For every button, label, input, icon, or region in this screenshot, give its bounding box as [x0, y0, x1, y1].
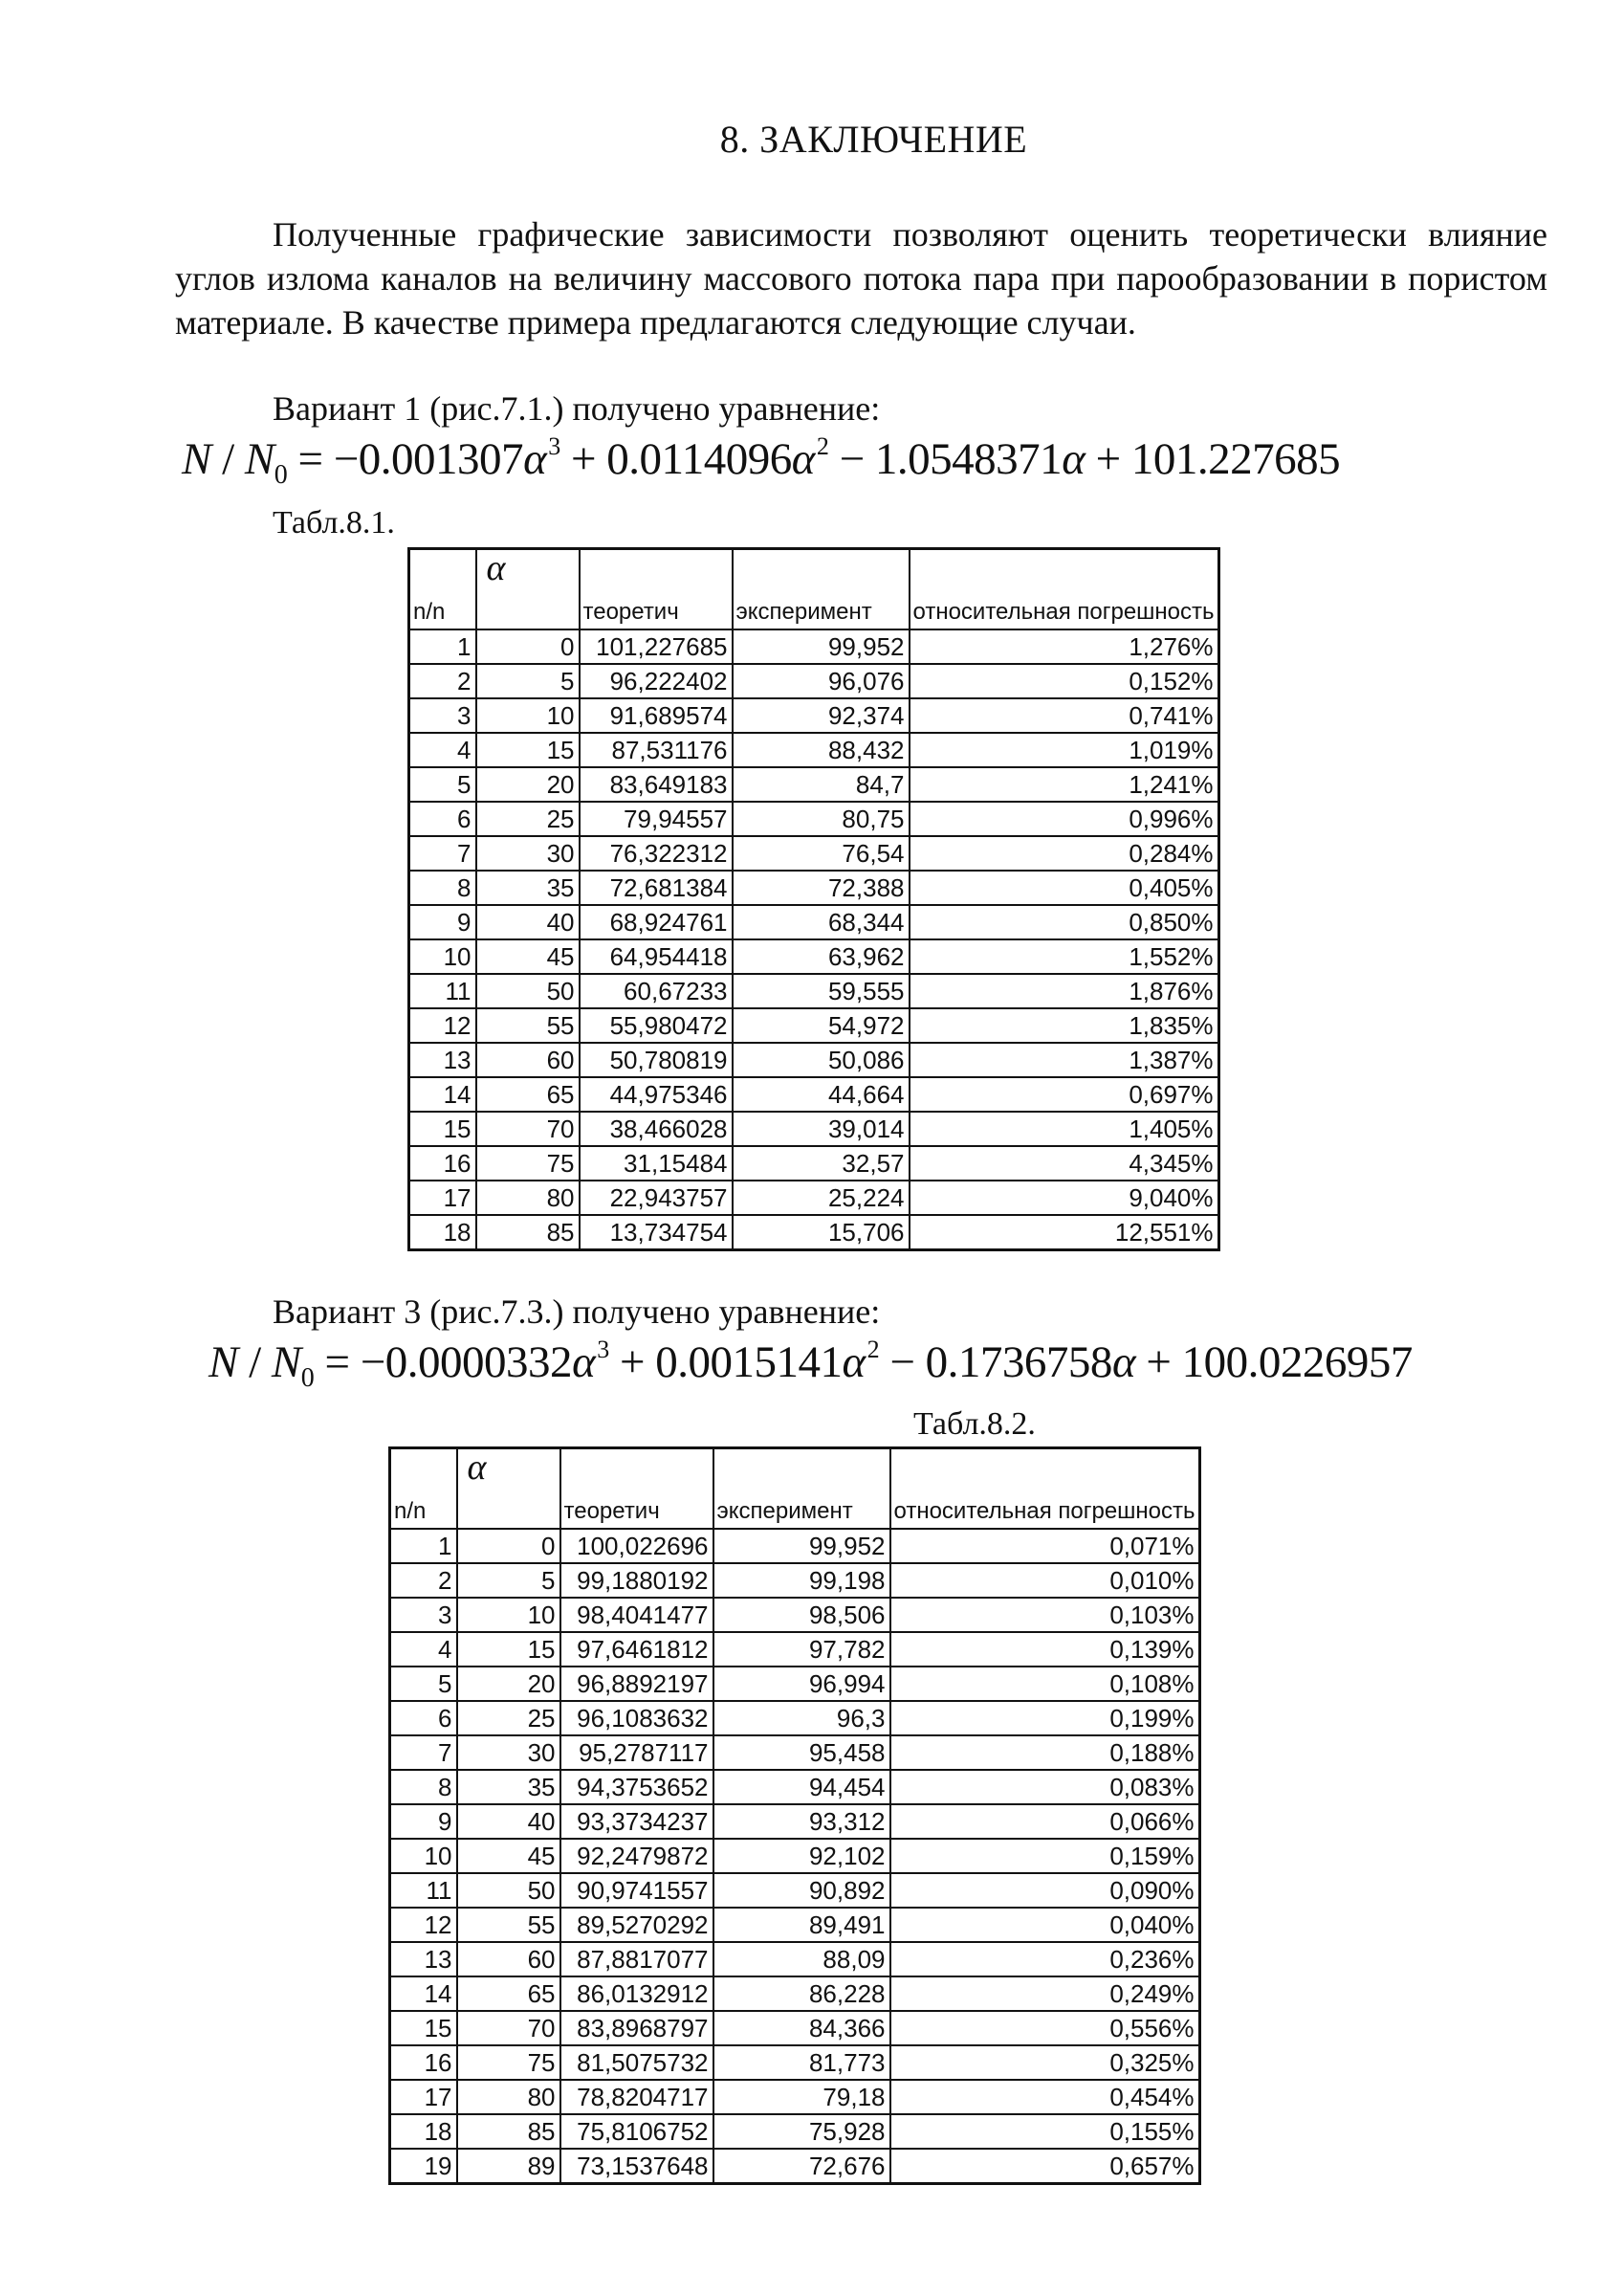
cell-index: 9	[409, 905, 476, 939]
eq-n0: N	[244, 434, 274, 484]
table-row	[409, 1146, 1219, 1181]
cell-relative-error: 1,019%	[910, 733, 1219, 767]
section-heading: 8. ЗАКЛЮЧЕНИЕ	[719, 118, 1028, 161]
cell-theoretical: 91,689574	[580, 698, 733, 733]
table-8-2	[388, 1446, 1201, 2185]
cell-theoretical: 87,8817077	[560, 1942, 713, 1976]
table-row	[409, 974, 1219, 1008]
cell-theoretical: 31,15484	[580, 1146, 733, 1181]
cell-index: 10	[409, 939, 476, 974]
cell-relative-error: 0,697%	[910, 1077, 1219, 1112]
cell-index: 5	[390, 1667, 457, 1701]
table-row	[409, 939, 1219, 974]
table-row	[390, 1667, 1200, 1701]
eq-alpha: α	[1062, 434, 1086, 484]
cell-relative-error: 1,876%	[910, 974, 1219, 1008]
cell-theoretical: 60,67233	[580, 974, 733, 1008]
cell-relative-error: 0,090%	[890, 1873, 1200, 1908]
table-row	[390, 2080, 1200, 2114]
variant1-equation	[182, 432, 1340, 491]
cell-theoretical: 96,1083632	[560, 1701, 713, 1735]
cell-alpha: 40	[476, 905, 580, 939]
cell-relative-error: 1,276%	[910, 629, 1219, 664]
header-relative-error: относительная погрешность	[910, 549, 1219, 630]
table-row	[409, 905, 1219, 939]
cell-theoretical: 86,0132912	[560, 1976, 713, 2011]
cell-index: 18	[390, 2114, 457, 2149]
cell-alpha: 25	[476, 802, 580, 836]
table-8-1	[407, 547, 1220, 1251]
cell-alpha: 20	[476, 767, 580, 802]
eq-slash: /	[237, 1337, 272, 1387]
cell-relative-error: 0,996%	[910, 802, 1219, 836]
cell-experiment: 44,664	[733, 1077, 910, 1112]
cell-alpha: 70	[476, 1112, 580, 1146]
cell-alpha: 5	[476, 664, 580, 698]
cell-experiment: 81,773	[713, 2045, 890, 2080]
cell-experiment: 89,491	[713, 1908, 890, 1942]
table-row	[390, 1942, 1200, 1976]
eq-slash: /	[210, 434, 245, 484]
table-row	[390, 1908, 1200, 1942]
eq-alpha: α	[1111, 1337, 1136, 1387]
eq-term1: −0.001307	[333, 434, 524, 484]
cell-relative-error: 0,108%	[890, 1667, 1200, 1701]
cell-alpha: 35	[476, 871, 580, 905]
cell-index: 8	[390, 1770, 457, 1804]
cell-experiment: 88,432	[733, 733, 910, 767]
table-row	[390, 1632, 1200, 1667]
eq-exp2: 2	[866, 1336, 880, 1363]
cell-experiment: 68,344	[733, 905, 910, 939]
header-theoretical: теоретич	[580, 549, 733, 630]
cell-theoretical: 72,681384	[580, 871, 733, 905]
cell-relative-error: 0,284%	[910, 836, 1219, 871]
table-row	[409, 698, 1219, 733]
cell-relative-error: 0,325%	[890, 2045, 1200, 2080]
cell-index: 19	[390, 2149, 457, 2184]
table-row	[390, 1770, 1200, 1804]
cell-relative-error: 1,241%	[910, 767, 1219, 802]
cell-theoretical: 13,734754	[580, 1215, 733, 1250]
cell-theoretical: 64,954418	[580, 939, 733, 974]
cell-index: 6	[409, 802, 476, 836]
cell-theoretical: 94,3753652	[560, 1770, 713, 1804]
cell-index: 11	[390, 1873, 457, 1908]
table1-label: Табл.8.1.	[273, 505, 395, 541]
cell-alpha: 50	[476, 974, 580, 1008]
cell-theoretical: 98,4041477	[560, 1598, 713, 1632]
cell-theoretical: 89,5270292	[560, 1908, 713, 1942]
cell-alpha: 60	[476, 1043, 580, 1077]
cell-theoretical: 87,531176	[580, 733, 733, 767]
eq-sub: 0	[300, 1363, 315, 1393]
cell-alpha: 85	[476, 1215, 580, 1250]
cell-experiment: 96,076	[733, 664, 910, 698]
header-index: n/n	[409, 549, 476, 630]
table-header-row	[390, 1448, 1200, 1530]
table-row	[390, 2045, 1200, 2080]
cell-theoretical: 75,8106752	[560, 2114, 713, 2149]
cell-relative-error: 0,454%	[890, 2080, 1200, 2114]
cell-relative-error: 0,556%	[890, 2011, 1200, 2045]
eq-term3: − 1.0548371	[828, 434, 1063, 484]
cell-alpha: 89	[457, 2149, 560, 2184]
cell-relative-error: 1,405%	[910, 1112, 1219, 1146]
table-row	[409, 1077, 1219, 1112]
cell-relative-error: 1,387%	[910, 1043, 1219, 1077]
cell-index: 3	[390, 1598, 457, 1632]
eq-n: N	[208, 1337, 238, 1387]
table-row	[409, 629, 1219, 664]
table-row	[390, 1839, 1200, 1873]
cell-alpha: 0	[476, 629, 580, 664]
cell-alpha: 15	[476, 733, 580, 767]
cell-alpha: 5	[457, 1563, 560, 1598]
cell-index: 2	[409, 664, 476, 698]
eq-alpha: α	[572, 1337, 596, 1387]
cell-index: 1	[390, 1529, 457, 1563]
cell-index: 6	[390, 1701, 457, 1735]
cell-theoretical: 96,8892197	[560, 1667, 713, 1701]
cell-theoretical: 68,924761	[580, 905, 733, 939]
eq-term4: + 101.227685	[1085, 434, 1341, 484]
cell-experiment: 54,972	[733, 1008, 910, 1043]
cell-alpha: 55	[457, 1908, 560, 1942]
cell-index: 2	[390, 1563, 457, 1598]
cell-relative-error: 0,249%	[890, 1976, 1200, 2011]
cell-experiment: 96,994	[713, 1667, 890, 1701]
cell-theoretical: 101,227685	[580, 629, 733, 664]
cell-index: 12	[409, 1008, 476, 1043]
cell-experiment: 50,086	[733, 1043, 910, 1077]
cell-alpha: 45	[476, 939, 580, 974]
cell-experiment: 63,962	[733, 939, 910, 974]
cell-index: 15	[409, 1112, 476, 1146]
cell-experiment: 84,7	[733, 767, 910, 802]
cell-index: 9	[390, 1804, 457, 1839]
table-header-row	[409, 549, 1219, 630]
cell-experiment: 72,388	[733, 871, 910, 905]
cell-theoretical: 38,466028	[580, 1112, 733, 1146]
table-row	[390, 1701, 1200, 1735]
cell-relative-error: 1,835%	[910, 1008, 1219, 1043]
eq-exp3: 3	[548, 432, 560, 460]
table2-label: Табл.8.2.	[913, 1406, 1036, 1442]
cell-experiment: 80,75	[733, 802, 910, 836]
cell-alpha: 10	[476, 698, 580, 733]
cell-theoretical: 76,322312	[580, 836, 733, 871]
cell-theoretical: 93,3734237	[560, 1804, 713, 1839]
header-theoretical: теоретич	[560, 1448, 713, 1530]
cell-alpha: 20	[457, 1667, 560, 1701]
cell-index: 4	[409, 733, 476, 767]
cell-relative-error: 0,199%	[890, 1701, 1200, 1735]
cell-theoretical: 83,8968797	[560, 2011, 713, 2045]
cell-relative-error: 0,083%	[890, 1770, 1200, 1804]
cell-alpha: 55	[476, 1008, 580, 1043]
header-alpha: α	[476, 549, 580, 630]
cell-theoretical: 92,2479872	[560, 1839, 713, 1873]
table-row	[390, 2114, 1200, 2149]
cell-index: 14	[409, 1077, 476, 1112]
eq-alpha: α	[842, 1337, 866, 1387]
cell-theoretical: 100,022696	[560, 1529, 713, 1563]
table-row	[409, 802, 1219, 836]
cell-relative-error: 9,040%	[910, 1181, 1219, 1215]
cell-alpha: 80	[476, 1181, 580, 1215]
cell-theoretical: 73,1537648	[560, 2149, 713, 2184]
cell-experiment: 92,102	[713, 1839, 890, 1873]
cell-experiment: 76,54	[733, 836, 910, 871]
table-row	[409, 1043, 1219, 1077]
cell-index: 18	[409, 1215, 476, 1250]
table-row	[409, 1215, 1219, 1250]
cell-relative-error: 0,040%	[890, 1908, 1200, 1942]
cell-relative-error: 0,188%	[890, 1735, 1200, 1770]
table-row	[390, 1735, 1200, 1770]
eq-exp2: 2	[816, 432, 829, 460]
cell-index: 16	[409, 1146, 476, 1181]
cell-relative-error: 0,071%	[890, 1529, 1200, 1563]
cell-index: 13	[390, 1942, 457, 1976]
cell-experiment: 84,366	[713, 2011, 890, 2045]
cell-alpha: 65	[476, 1077, 580, 1112]
cell-theoretical: 95,2787117	[560, 1735, 713, 1770]
cell-theoretical: 50,780819	[580, 1043, 733, 1077]
cell-relative-error: 0,741%	[910, 698, 1219, 733]
cell-index: 4	[390, 1632, 457, 1667]
cell-experiment: 15,706	[733, 1215, 910, 1250]
cell-alpha: 35	[457, 1770, 560, 1804]
cell-experiment: 75,928	[713, 2114, 890, 2149]
cell-index: 13	[409, 1043, 476, 1077]
cell-relative-error: 0,236%	[890, 1942, 1200, 1976]
cell-alpha: 75	[457, 2045, 560, 2080]
cell-theoretical: 78,8204717	[560, 2080, 713, 2114]
cell-relative-error: 0,405%	[910, 871, 1219, 905]
eq-n: N	[182, 434, 211, 484]
cell-index: 17	[409, 1181, 476, 1215]
cell-experiment: 25,224	[733, 1181, 910, 1215]
cell-relative-error: 0,066%	[890, 1804, 1200, 1839]
cell-alpha: 45	[457, 1839, 560, 1873]
cell-index: 5	[409, 767, 476, 802]
cell-alpha: 30	[457, 1735, 560, 1770]
cell-index: 3	[409, 698, 476, 733]
cell-alpha: 15	[457, 1632, 560, 1667]
table-row	[390, 1529, 1200, 1563]
cell-index: 10	[390, 1839, 457, 1873]
header-experiment: эксперимент	[713, 1448, 890, 1530]
cell-relative-error: 0,159%	[890, 1839, 1200, 1873]
cell-alpha: 40	[457, 1804, 560, 1839]
eq-alpha: α	[791, 434, 815, 484]
cell-theoretical: 97,6461812	[560, 1632, 713, 1667]
eq-sign: =	[314, 1337, 361, 1387]
cell-experiment: 72,676	[713, 2149, 890, 2184]
table-row	[390, 1563, 1200, 1598]
table-row	[409, 767, 1219, 802]
table-row	[390, 1804, 1200, 1839]
header-relative-error: относительная погрешность	[890, 1448, 1200, 1530]
cell-relative-error: 0,152%	[910, 664, 1219, 698]
cell-alpha: 80	[457, 2080, 560, 2114]
eq-term4: + 100.0226957	[1135, 1337, 1413, 1387]
cell-relative-error: 0,657%	[890, 2149, 1200, 2184]
cell-alpha: 75	[476, 1146, 580, 1181]
cell-alpha: 70	[457, 2011, 560, 2045]
variant1-intro: Вариант 1 (рис.7.1.) получено уравнение:	[273, 389, 881, 428]
cell-index: 12	[390, 1908, 457, 1942]
cell-theoretical: 90,9741557	[560, 1873, 713, 1908]
cell-alpha: 25	[457, 1701, 560, 1735]
cell-index: 7	[390, 1735, 457, 1770]
cell-index: 14	[390, 1976, 457, 2011]
eq-exp3: 3	[597, 1336, 609, 1363]
cell-experiment: 99,952	[733, 629, 910, 664]
eq-term2: + 0.0114096	[559, 434, 792, 484]
cell-experiment: 86,228	[713, 1976, 890, 2011]
cell-index: 16	[390, 2045, 457, 2080]
cell-experiment: 92,374	[733, 698, 910, 733]
eq-sign: =	[287, 434, 334, 484]
intro-paragraph: Полученные графические зависимости позволяют оценить теоретически влияние углов излома каналов на величину массового потока пара при парообразовании в пористом материале. В качестве примера предлагаются следующие случаи.	[175, 215, 1547, 342]
cell-experiment: 99,952	[713, 1529, 890, 1563]
cell-experiment: 90,892	[713, 1873, 890, 1908]
table-row	[390, 1976, 1200, 2011]
table-row	[409, 733, 1219, 767]
variant3-equation	[208, 1336, 1413, 1394]
cell-relative-error: 12,551%	[910, 1215, 1219, 1250]
cell-index: 1	[409, 629, 476, 664]
cell-alpha: 0	[457, 1529, 560, 1563]
table-row	[390, 1598, 1200, 1632]
cell-index: 8	[409, 871, 476, 905]
table-row	[390, 2011, 1200, 2045]
cell-alpha: 50	[457, 1873, 560, 1908]
cell-experiment: 95,458	[713, 1735, 890, 1770]
cell-index: 17	[390, 2080, 457, 2114]
cell-experiment: 97,782	[713, 1632, 890, 1667]
table-row	[409, 664, 1219, 698]
cell-alpha: 10	[457, 1598, 560, 1632]
cell-index: 7	[409, 836, 476, 871]
table-row	[390, 1873, 1200, 1908]
table-row	[409, 836, 1219, 871]
cell-theoretical: 96,222402	[580, 664, 733, 698]
cell-experiment: 98,506	[713, 1598, 890, 1632]
eq-alpha: α	[523, 434, 547, 484]
cell-relative-error: 4,345%	[910, 1146, 1219, 1181]
cell-relative-error: 0,010%	[890, 1563, 1200, 1598]
cell-theoretical: 44,975346	[580, 1077, 733, 1112]
table-row	[409, 1112, 1219, 1146]
cell-experiment: 59,555	[733, 974, 910, 1008]
cell-experiment: 88,09	[713, 1942, 890, 1976]
cell-theoretical: 99,1880192	[560, 1563, 713, 1598]
cell-theoretical: 79,94557	[580, 802, 733, 836]
cell-experiment: 79,18	[713, 2080, 890, 2114]
cell-experiment: 32,57	[733, 1146, 910, 1181]
header-index: n/n	[390, 1448, 457, 1530]
eq-term2: + 0.0015141	[608, 1337, 843, 1387]
cell-alpha: 85	[457, 2114, 560, 2149]
cell-relative-error: 0,103%	[890, 1598, 1200, 1632]
eq-sub: 0	[274, 460, 288, 490]
cell-theoretical: 83,649183	[580, 767, 733, 802]
cell-relative-error: 0,850%	[910, 905, 1219, 939]
eq-n0: N	[271, 1337, 301, 1387]
cell-relative-error: 0,139%	[890, 1632, 1200, 1667]
cell-alpha: 30	[476, 836, 580, 871]
cell-theoretical: 55,980472	[580, 1008, 733, 1043]
cell-experiment: 93,312	[713, 1804, 890, 1839]
cell-index: 11	[409, 974, 476, 1008]
cell-relative-error: 0,155%	[890, 2114, 1200, 2149]
header-alpha: α	[457, 1448, 560, 1530]
eq-term3: − 0.1736758	[879, 1337, 1112, 1387]
cell-alpha: 65	[457, 1976, 560, 2011]
cell-index: 15	[390, 2011, 457, 2045]
cell-experiment: 39,014	[733, 1112, 910, 1146]
table-row	[390, 2149, 1200, 2184]
cell-experiment: 96,3	[713, 1701, 890, 1735]
cell-relative-error: 1,552%	[910, 939, 1219, 974]
cell-experiment: 99,198	[713, 1563, 890, 1598]
eq-term1: −0.0000332	[360, 1337, 573, 1387]
cell-theoretical: 81,5075732	[560, 2045, 713, 2080]
table-row	[409, 1008, 1219, 1043]
table-row	[409, 1181, 1219, 1215]
cell-theoretical: 22,943757	[580, 1181, 733, 1215]
table-row	[409, 871, 1219, 905]
variant3-intro: Вариант 3 (рис.7.3.) получено уравнение:	[273, 1292, 881, 1331]
header-experiment: эксперимент	[733, 549, 910, 630]
cell-alpha: 60	[457, 1942, 560, 1976]
cell-experiment: 94,454	[713, 1770, 890, 1804]
